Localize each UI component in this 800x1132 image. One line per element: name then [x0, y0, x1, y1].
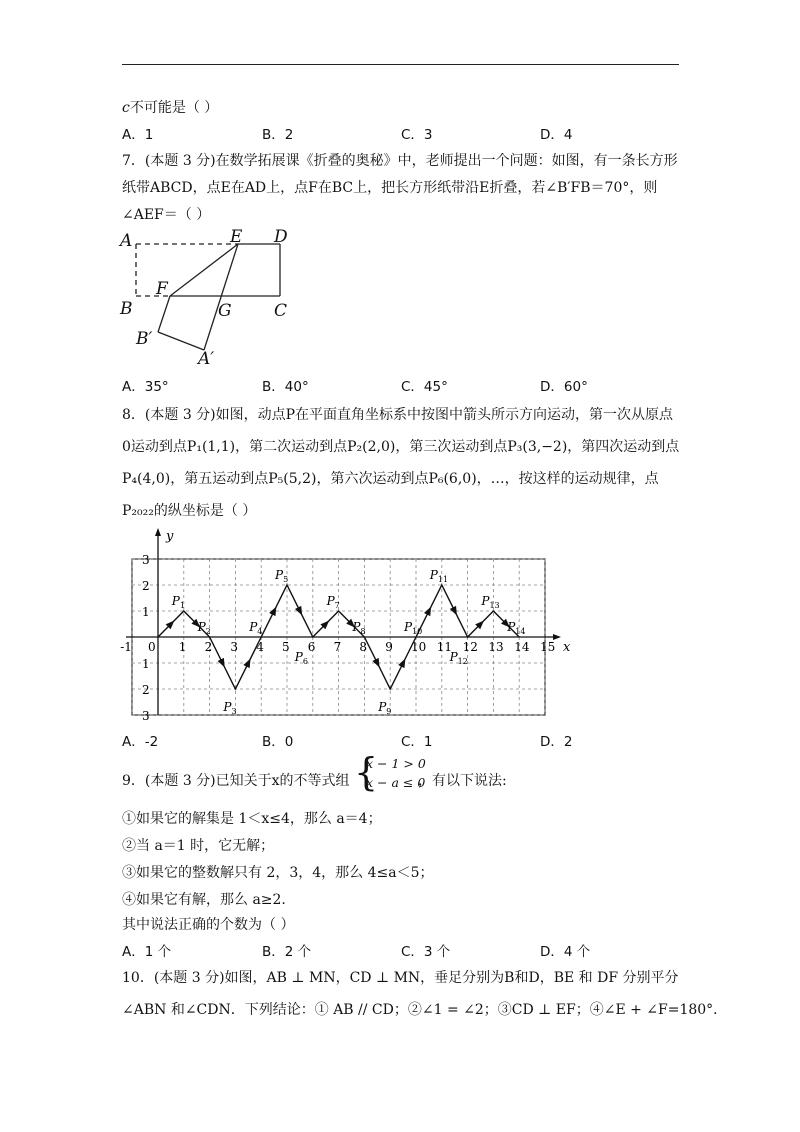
- x-tick-label: 8: [359, 640, 368, 654]
- direction-arrow: [450, 606, 460, 617]
- q9-intro: 9．(本题 3 分)已知关于x的不等式组: [122, 773, 350, 789]
- x-tick-label: 9: [385, 640, 393, 654]
- direction-arrow: [269, 605, 279, 616]
- x-tick-label: 11: [436, 640, 453, 654]
- q8-line-2: 0运动到点P₁(1,1)，第二次运动到点P₂(2,0)，第三次运动到点P₃(3,−2)，第四次运动到点: [122, 439, 680, 455]
- x-tick-label: 14: [514, 640, 530, 654]
- y-tick-label: 2: [142, 683, 150, 697]
- q6-option-c[interactable]: C．3: [401, 127, 433, 143]
- fig-label-d: D: [274, 227, 288, 247]
- q7-line-2: 纸带ABCD，点E在AD上，点F在BC上，把长方形纸带沿E折叠，若∠B′FB＝70°，则: [122, 180, 658, 196]
- q8-option-c[interactable]: C．1: [401, 734, 433, 750]
- point-label-p5: $P_5$: [275, 568, 289, 584]
- point-label-p12: $P_{12}$: [449, 650, 468, 666]
- q9-inequality-2: x − a ≤ 0: [366, 775, 426, 790]
- q6-option-d[interactable]: D．4: [540, 127, 573, 143]
- q8-option-b[interactable]: B．0: [262, 734, 294, 750]
- x-tick-label: 15: [540, 640, 556, 654]
- header-rule: [122, 64, 679, 65]
- q7-option-a[interactable]: A．35°: [122, 379, 169, 395]
- point-label-p8: $P_8$: [352, 620, 366, 636]
- x-tick-label: 7: [333, 640, 342, 654]
- x-tick-label: 5: [282, 640, 290, 654]
- point-label-p2: $P_2$: [197, 620, 211, 636]
- q9-statement-4: ④如果它有解，那么 a≥2.: [122, 892, 286, 908]
- x-tick-label: 0: [148, 640, 156, 654]
- x-tick-label: 12: [462, 640, 478, 654]
- point-label-p3: $P_3$: [223, 700, 237, 716]
- x-tick-label: 10: [411, 640, 427, 654]
- x-axis-label: x: [563, 640, 571, 655]
- point-label-p11: $P_{11}$: [429, 568, 449, 584]
- y-tick-label: 1: [142, 605, 150, 619]
- fig-label-a-prime: A′: [198, 349, 215, 369]
- q8-line-3: P₄(4,0)，第五运动到点P₅(5,2)，第六次运动到点P₆(6,0)，…，按这样的运动规律，点: [122, 471, 659, 487]
- q8-line-4: P₂₀₂₂的纵坐标是（ ）: [122, 503, 257, 519]
- fig-label-f: F: [156, 279, 168, 299]
- q9-option-b[interactable]: B．2 个: [262, 944, 312, 960]
- x-tick-label: 6: [307, 640, 316, 654]
- y-axis-label: y: [166, 529, 174, 544]
- point-label-p9: $P_9$: [378, 700, 392, 716]
- point-label-p6: $P_6$: [294, 650, 308, 666]
- q6-tail: [122, 97, 218, 117]
- point-label-p7: $P_7$: [326, 594, 340, 610]
- x-tick-label: 3: [230, 640, 239, 654]
- q7-line-1: 7．(本题 3 分)在数学拓展课《折叠的奥秘》中，老师提出一个问题：如图，有一条长方形: [122, 153, 678, 169]
- y-tick-label: 2: [142, 579, 150, 593]
- q9-statement-1: ①如果它的解集是 1＜x≤4，那么 a＝4；: [122, 811, 382, 827]
- direction-arrow: [424, 605, 434, 616]
- point-label-p4: $P_4$: [249, 620, 263, 636]
- direction-arrow: [398, 657, 408, 668]
- q7-option-b[interactable]: B．40°: [262, 379, 309, 395]
- fig-label-b: B: [120, 299, 133, 319]
- q6-option-b[interactable]: B．2: [262, 127, 294, 143]
- q8-coordinate-chart: [112, 528, 592, 723]
- q9-statement-3: ③如果它的整数解只有 2，3，4，那么 4≤a＜5；: [122, 865, 434, 881]
- q7-fold-figure: [112, 222, 312, 370]
- q8-option-d[interactable]: D．2: [540, 734, 573, 750]
- x-tick-label: 1: [178, 640, 187, 654]
- point-label-p13: $P_{13}$: [481, 594, 500, 610]
- chart-ticks: [120, 553, 555, 723]
- point-label-p1: $P_1$: [171, 594, 185, 610]
- q6-option-a[interactable]: A．1: [122, 127, 154, 143]
- q7-option-c[interactable]: C．45°: [401, 379, 448, 395]
- q8-option-a[interactable]: A．-2: [122, 734, 159, 750]
- q7-option-d[interactable]: D．60°: [540, 379, 588, 395]
- y-tick-label: 1: [142, 657, 150, 671]
- fig-label-c: C: [274, 301, 288, 321]
- x-tick-label: 13: [488, 640, 504, 654]
- q9-statement-2: ②当 a＝1 时，它无解；: [122, 838, 275, 854]
- q7-line-3: ∠AEF＝（ ）: [122, 207, 211, 223]
- fig-label-b-prime: B′: [136, 329, 153, 349]
- direction-arrow: [243, 657, 253, 668]
- x-tick-label: 2: [204, 640, 213, 654]
- fig-label-g: G: [218, 301, 232, 321]
- q10-line-2: ∠ABN 和∠CDN．下列结论：① AB // CD；②∠1 = ∠2；③CD ⊥ EF；④∠E + ∠F=180°．: [122, 1002, 728, 1018]
- q10-line-1: 10．(本题 3 分)如图，AB ⊥ MN，CD ⊥ MN，垂足分别为B和D，BE 和 DF 分别平分: [122, 970, 679, 986]
- q9-option-d[interactable]: D．4 个: [540, 944, 591, 960]
- y-tick-label: 3: [142, 709, 150, 723]
- y-axis-arrow: [155, 528, 161, 536]
- q9-after: ，有以下说法:: [418, 773, 507, 789]
- point-label-p10: $P_{10}$: [404, 620, 423, 636]
- direction-arrow: [295, 606, 305, 617]
- q9-brace: {: [354, 750, 379, 794]
- q9-inequality-1: x − 1 > 0: [366, 756, 426, 771]
- q9-option-a[interactable]: A．1 个: [122, 944, 172, 960]
- direction-arrow: [372, 658, 382, 669]
- q9-question: 其中说法正确的个数为（ ）: [122, 917, 295, 933]
- fig-label-e: E: [230, 227, 243, 247]
- y-tick-label: 3: [142, 553, 150, 567]
- point-label-p14: $P_{14}$: [507, 620, 526, 636]
- fig-label-a: A: [120, 231, 133, 251]
- q9-option-c[interactable]: C．3 个: [401, 944, 451, 960]
- x-tick-label: 4: [256, 640, 264, 654]
- direction-arrow: [218, 658, 228, 669]
- q6-tail-text: 不可能是（ ）: [129, 100, 219, 116]
- q8-line-1: 8．(本题 3 分)如图，动点P在平面直角坐标系中按图中箭头所示方向运动，第一次从原点: [122, 407, 674, 423]
- x-tick-label: -1: [120, 640, 132, 654]
- q6-variable: c: [122, 100, 130, 116]
